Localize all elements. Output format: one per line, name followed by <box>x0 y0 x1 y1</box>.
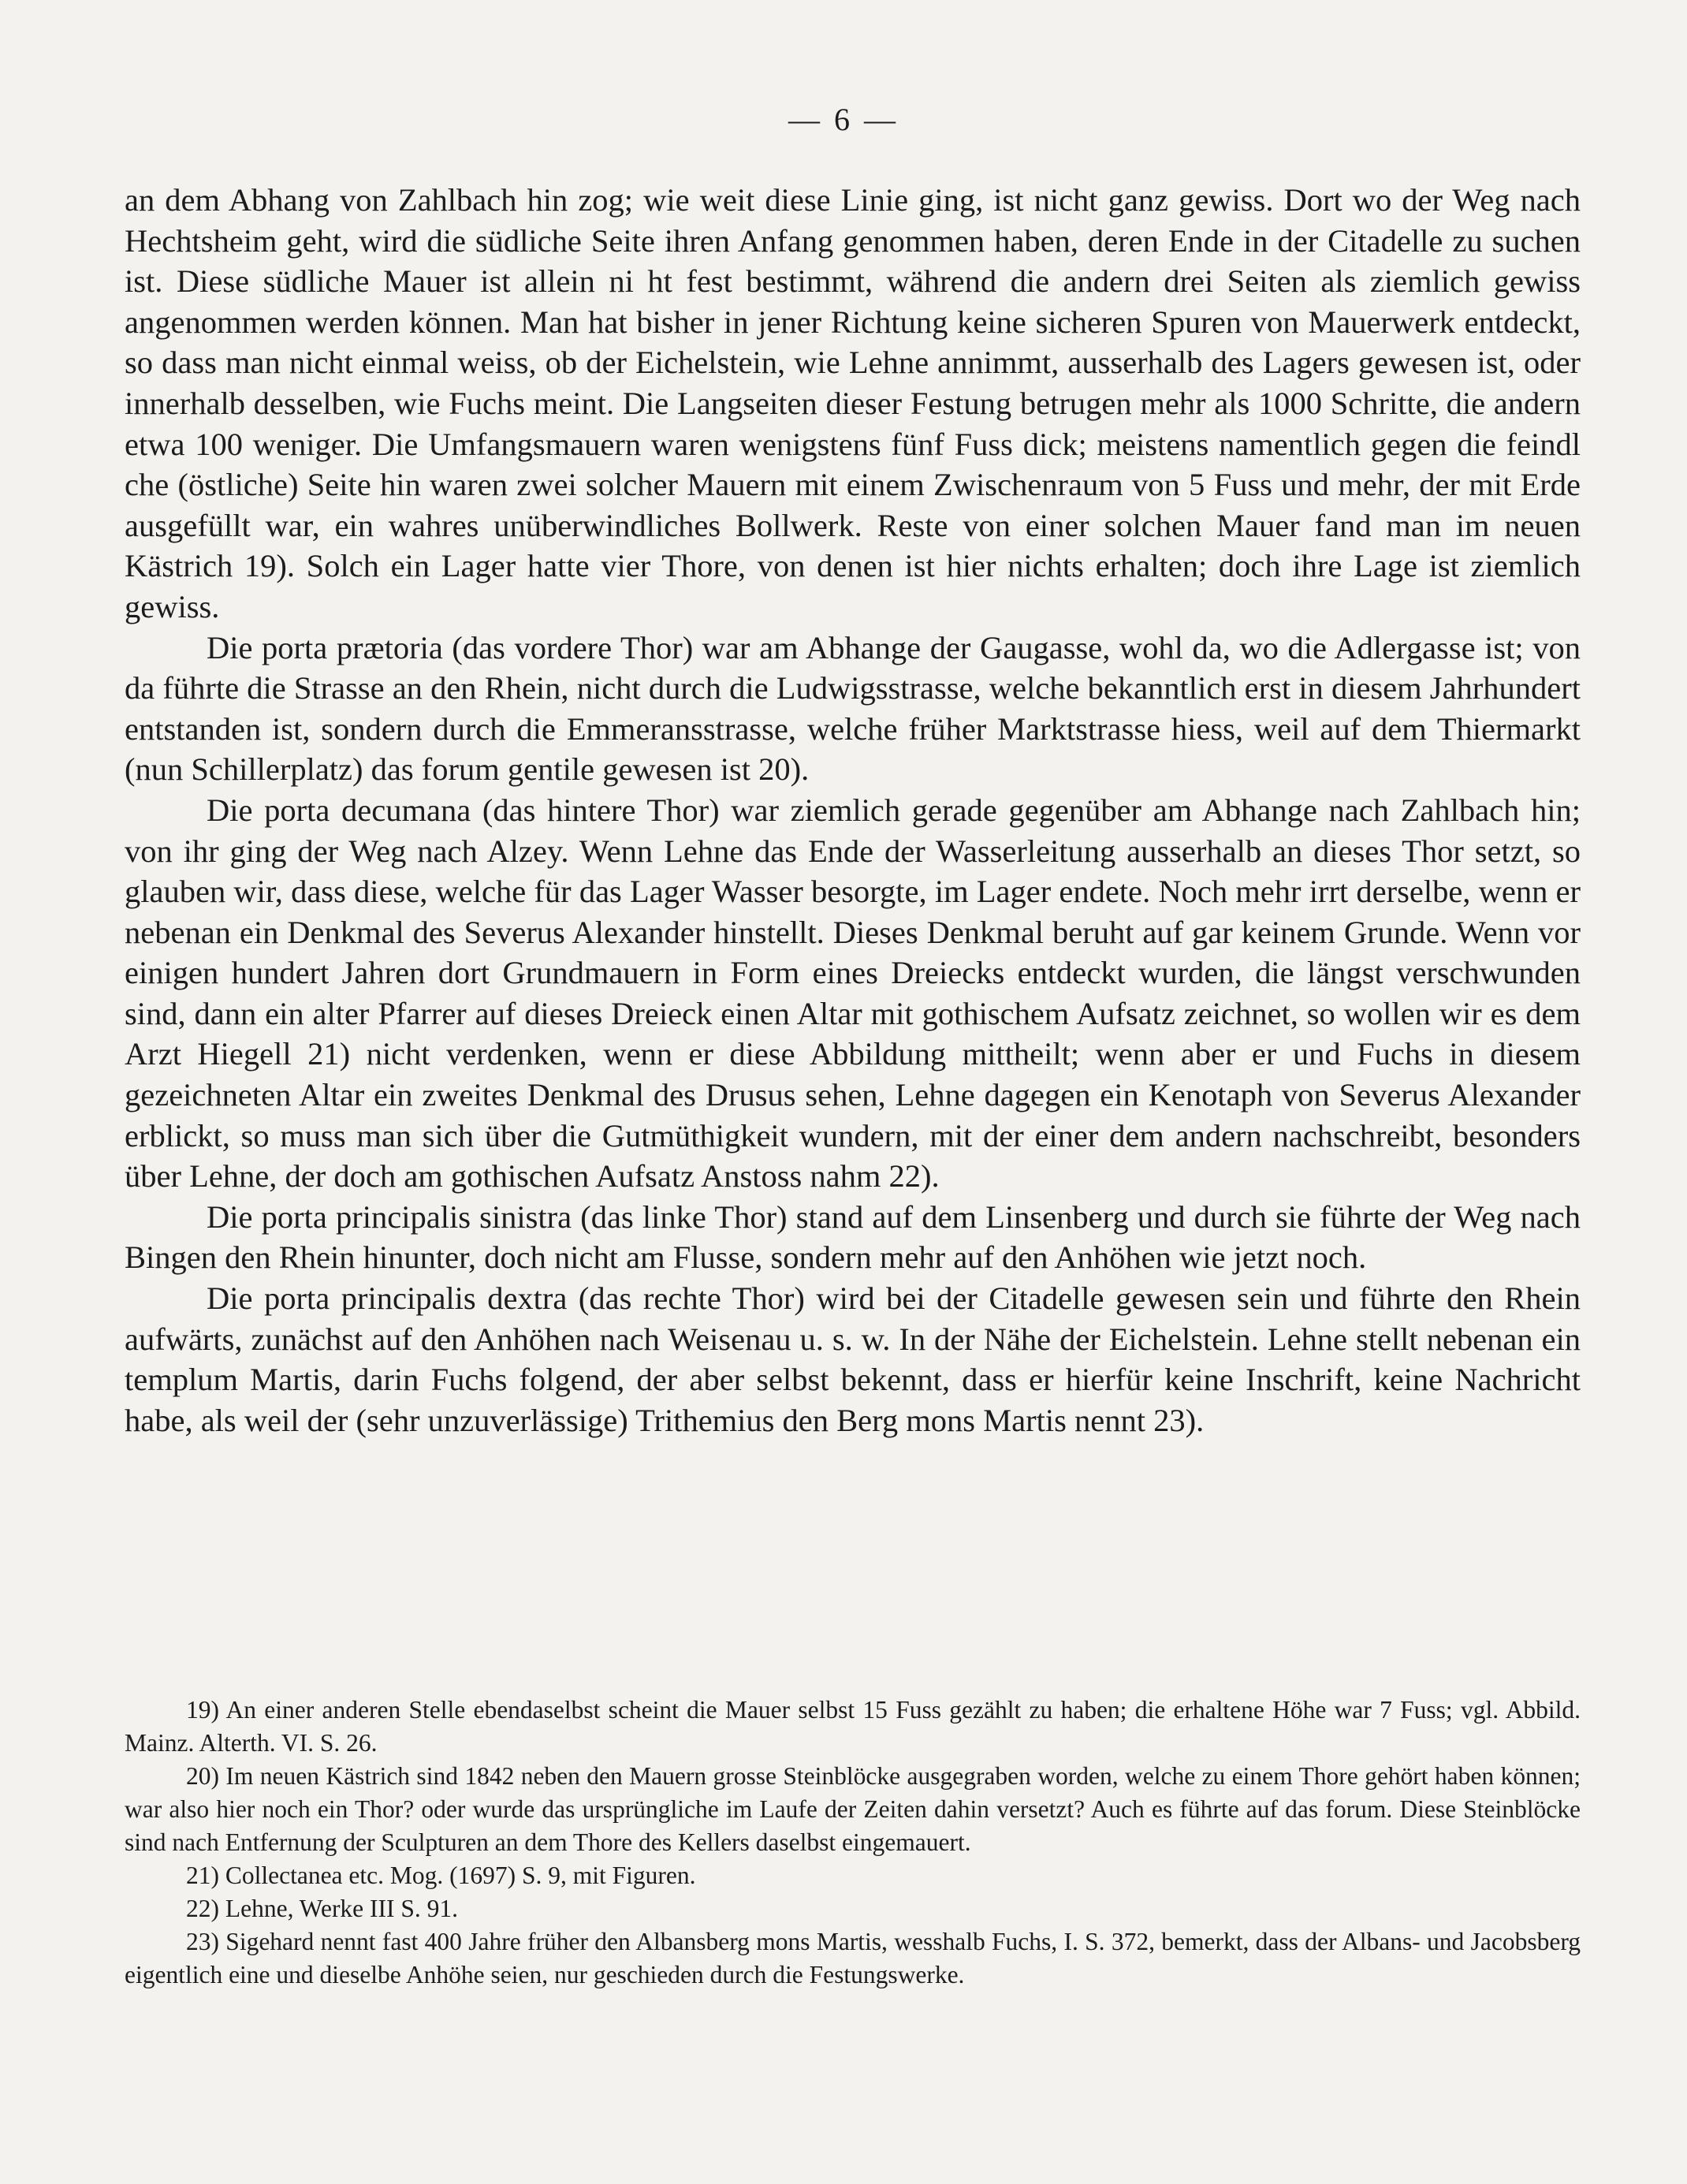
paragraph-4: Die porta principalis sinistra (das linke Thor) stand auf dem Linsenberg und durch sie führte der Weg nach Bingen den Rhein hinunter, doch nicht am Flusse, sondern mehr auf den Anhöhen wie jetzt noch. <box>125 1198 1581 1276</box>
footnotes <box>125 1694 1581 1992</box>
paragraph-3: Die porta decumana (das hintere Thor) war ziemlich gerade gegenüber am Abhange nach Zahlbach hin; von ihr ging der Weg nach Alzey. Wenn Lehne das Ende der Wasserleitung ausserhalb an dieses Thor setzt, so glauben wir, dass diese, welche für das Lager Wasser besorgte, im Lager endete. Noch mehr irrt derselbe, wenn er nebenan ein Denkmal des Severus Alexander hinstellt. Dieses Denkmal beruht auf gar keinem Grunde. Wenn vor einigen hundert Jahren dort Grundmauern in Form eines Dreiecks entdeckt wurden, die längst verschwunden sind, dann ein alter Pfarrer auf dieses Dreieck einen Altar mit gothischem Aufsatz zeichnet, so wollen wir es dem Arzt Hiegell 21) nicht verdenken, wenn er diese Abbildung mittheilt; wenn aber er und Fuchs in diesem gezeichneten Altar ein zweites Denkmal des Drusus sehen, Lehne dagegen ein Kenotaph von Severus Alexander erblickt, so muss man sich über die Gutmüthigkeit wundern, mit der einer dem andern nachschreibt, besonders über Lehne, der doch am gothischen Aufsatz Anstoss nahm 22). <box>125 792 1581 1194</box>
body-text <box>125 180 1581 1440</box>
footnote-20: 20) Im neuen Kästrich sind 1842 neben den Mauern grosse Steinblöcke ausgegraben worden, welche zu einem Thore gehört haben können; war also hier noch ein Thor? oder wurde das ursprüngliche im Laufe der Zeiten dahin versetzt? Auch es führte auf das forum. Diese Steinblöcke sind nach Entfernung der Sculpturen an dem Thore des Kellers daselbst eingemauert. <box>125 1762 1581 1856</box>
footnote-23: 23) Sigehard nennt fast 400 Jahre früher den Albansberg mons Martis, wesshalb Fuchs, I. S. 372, bemerkt, dass der Albans- und Jacobsberg eigentlich eine und dieselbe Anhöhe seien, nur geschieden durch die Festungswerke. <box>125 1928 1581 1988</box>
paragraph-2: Die porta prætoria (das vordere Thor) war am Abhange der Gaugasse, wohl da, wo die Adlergasse ist; von da führte die Strasse an den Rhein, nicht durch die Ludwigsstrasse, welche bekanntlich erst in diesem Jahrhundert entstanden ist, sondern durch die Emmeransstrasse, welche früher Marktstrasse hiess, weil auf dem Thiermarkt (nun Schillerplatz) das forum gentile gewesen ist 20). <box>125 629 1581 788</box>
footnote-21: 21) Collectanea etc. Mog. (1697) S. 9, mit Figuren. <box>186 1862 696 1889</box>
footnote-22: 22) Lehne, Werke III S. 91. <box>186 1895 459 1922</box>
page-number: — 6 — <box>788 102 899 137</box>
footnote-19: 19) An einer anderen Stelle ebendaselbst scheint die Mauer selbst 15 Fuss gezählt zu haben; die erhaltene Höhe war 7 Fuss; vgl. Abbild. Mainz. Alterth. VI. S. 26. <box>125 1696 1581 1757</box>
paragraph-1: an dem Abhang von Zahlbach hin zog; wie weit diese Linie ging, ist nicht ganz gewiss. Dort wo der Weg nach Hechtsheim geht, wird die südliche Seite ihren Anfang genommen haben, deren Ende in der Citadelle zu suchen ist. Diese südliche Mauer ist allein ni ht fest bestimmt, während die andern drei Seiten als ziemlich gewiss angenommen werden können. Man hat bisher in jener Richtung keine sicheren Spuren von Mauerwerk entdeckt, so dass man nicht einmal weiss, ob der Eichelstein, wie Lehne annimmt, ausserhalb des Lagers gewesen ist, oder innerhalb desselben, wie Fuchs meint. Die Langseiten dieser Festung betrugen mehr als 1000 Schritte, die andern etwa 100 weniger. Die Umfangsmauern waren wenigstens fünf Fuss dick; meistens namentlich gegen die feindl che (östliche) Seite hin waren zwei solcher Mauern mit einem Zwischenraum von 5 Fuss und mehr, der mit Erde ausgefüllt war, ein wahres unüberwindliches Bollwerk. Reste von einer solchen Mauer fand man im neuen Kästrich 19). Solch ein Lager hatte vier Thore, von denen ist hier nichts erhalten; doch ihre Lage ist ziemlich gewiss. <box>125 182 1581 624</box>
paragraph-5: Die porta principalis dextra (das rechte Thor) wird bei der Citadelle gewesen sein und führte den Rhein aufwärts, zunächst auf den Anhöhen nach Weisenau u. s. w. In der Nähe der Eichelstein. Lehne stellt nebenan ein templum Martis, darin Fuchs folgend, der aber selbst bekennt, dass er hierfür keine Inschrift, keine Nachricht habe, als weil der (sehr unzuverlässige) Trithemius den Berg mons Martis nennt 23). <box>125 1280 1581 1438</box>
